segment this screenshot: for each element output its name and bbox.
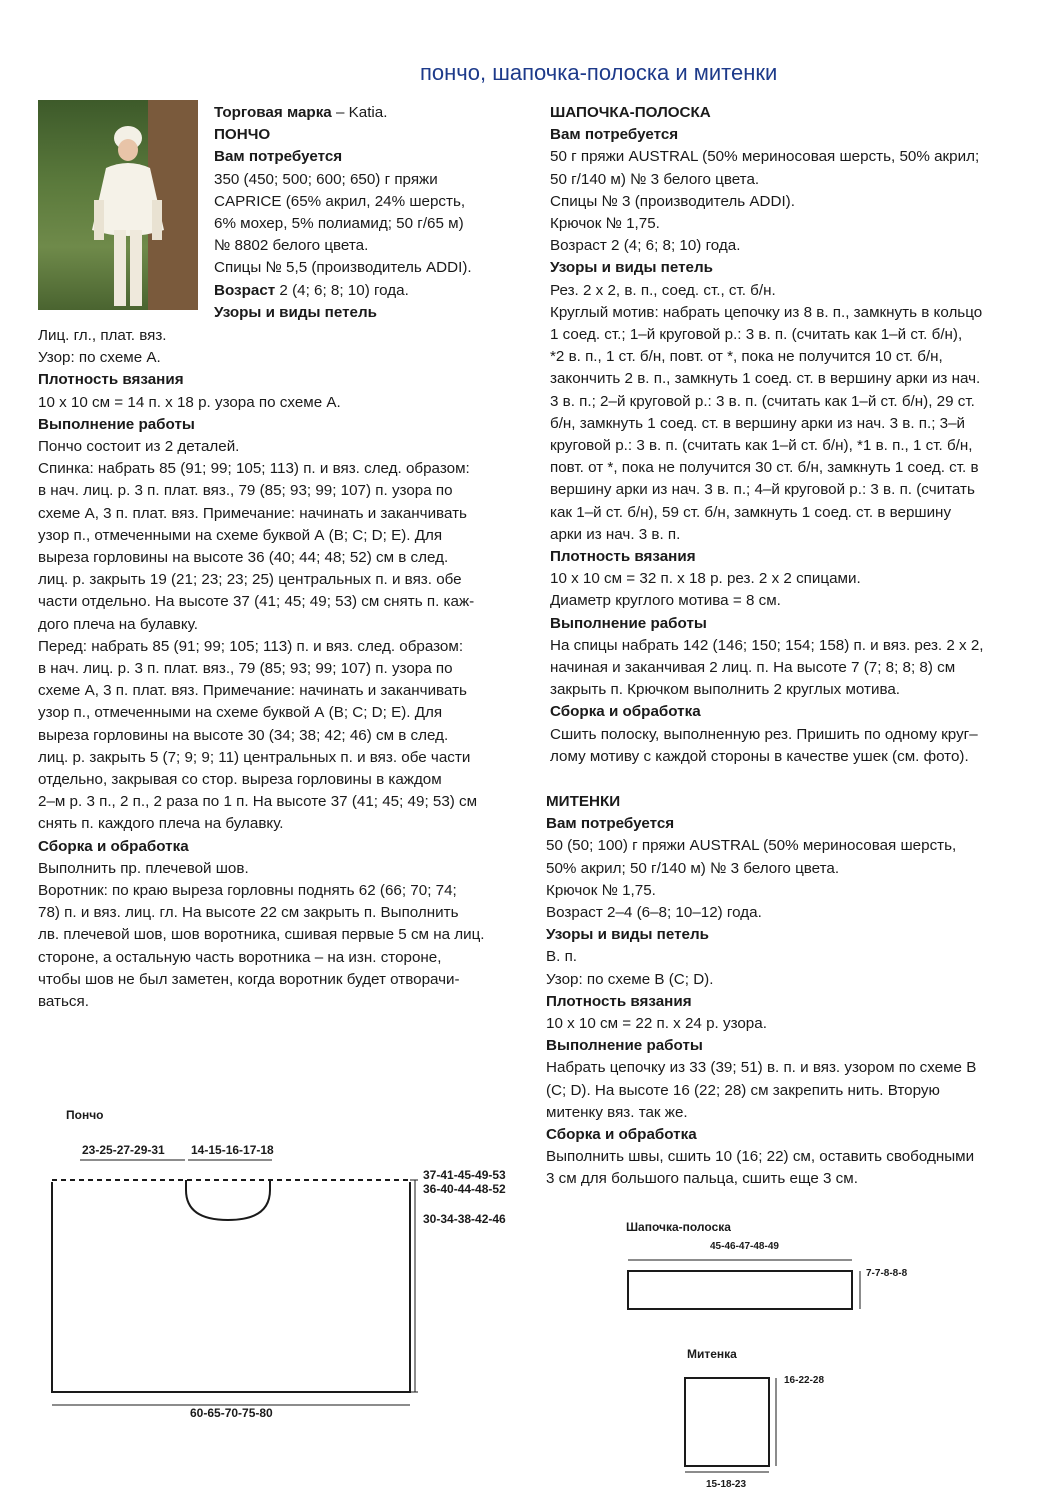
poncho-work-line: узор п., отмеченными на схеме буквой А (В; С; D; Е). Для: [38, 526, 443, 544]
mitten-outline: [685, 1378, 769, 1466]
brand-value: – Katia.: [331, 104, 388, 121]
poncho-need-line: № 8802 белого цвета.: [214, 237, 369, 255]
hat-diagram-label: Шапочка-полоска: [626, 1220, 731, 1234]
mitten-width-dim: 15-18-23: [706, 1479, 747, 1490]
poncho-diagram-label: Пончо: [66, 1108, 104, 1122]
hat-outline: [628, 1271, 852, 1309]
hat-pattern-line: повт. от *, пока не получится 30 ст. б/н, замкнуть 1 соед. ст. в: [550, 459, 979, 477]
poncho-work-line: в нач. лиц. р. 3 п. плат. вяз., 79 (85; 93; 99; 107) п. узора по: [38, 660, 453, 678]
poncho-work-line: лиц. р. закрыть 19 (21; 23; 23; 25) центральных п. и вяз. обе: [38, 571, 462, 589]
mittens-work-line: Набрать цепочку из 33 (39; 51) в. п. и вяз. узором по схеме В: [546, 1059, 977, 1077]
poncho-work-line: снять п. каждого плеча на булавку.: [38, 815, 284, 833]
brand-line: [214, 102, 472, 124]
hat-pattern-line: как 1–й ст. б/н), 59 ст. б/н, замкнуть 1 соед. ст. в вершину: [550, 503, 952, 521]
hat-pattern-line: арки из нач. 3 в. п.: [550, 525, 681, 543]
poncho-patterns-heading: Узоры и виды петель: [214, 303, 377, 321]
poncho-assembly-line: 78) п. и вяз. лиц. гл. На высоте 22 см закрыть п. Выполнить: [38, 904, 459, 922]
poncho-work-line: выреза горловины на высоте 30 (34; 38; 42; 46) см в след.: [38, 726, 449, 744]
poncho-work-line: схеме А, 3 п. плат. вяз. Примечание: начинать и заканчивать: [38, 682, 467, 700]
mittens-need-line: Крючок № 1,75.: [546, 881, 656, 899]
hat-width-dim: 45-46-47-48-49: [710, 1241, 779, 1252]
poncho-work-line: лиц. р. закрыть 5 (7; 9; 9; 11) центральных п. и вяз. обе части: [38, 748, 471, 766]
brand-label: Торговая марка: [214, 104, 332, 121]
poncho-work-line: в нач. лиц. р. 3 п. плат. вяз., 79 (85; 93; 99; 107) п. узора по: [38, 482, 453, 500]
poncho-neck-dim: 14-15-16-17-18: [191, 1143, 274, 1157]
hat-work-line: начиная и заканчивая 2 лиц. п. На высоте 7 (7; 8; 8; 8) см: [550, 659, 956, 677]
poncho-work-line: Спинка: набрать 85 (91; 99; 105; 113) п. и вяз. след. образом:: [38, 460, 470, 478]
poncho-width-dim: 60-65-70-75-80: [190, 1406, 273, 1420]
hat-patterns-heading: Узоры и виды петель: [550, 259, 713, 277]
poncho-age-value: 2 (4; 6; 8; 10) года.: [275, 281, 409, 299]
hat-pattern-line: *2 в. п., 1 ст. б/н, повт. от *, пока не получится 10 ст. б/н,: [550, 348, 943, 366]
poncho-need-line: 350 (450; 500; 600; 650) г пряжи: [214, 170, 438, 188]
poncho-work-line: узор п., отмеченными на схеме буквой А (В; С; D; Е). Для: [38, 704, 443, 722]
hat-pattern-line: 3 в. п.; 2–й круговой р.: 3 в. п. (считать как 1–й ст. б/н), 29 ст.: [550, 392, 975, 410]
mittens-gauge-line: 10 х 10 см = 22 п. х 24 р. узора.: [546, 1015, 767, 1033]
mittens-work-line: (С; D). На высоте 16 (22; 28) см закрепить нить. Вторую: [546, 1081, 940, 1099]
hat-need-line: 50 г/140 м) № 3 белого цвета.: [550, 170, 760, 188]
mittens-need-line: 50% акрил; 50 г/140 м) № 3 белого цвета.: [546, 859, 840, 877]
poncho-need-line: CAPRICE (65% акрил, 24% шерсть,: [214, 192, 466, 210]
poncho-assembly-line: Воротник: по краю выреза горловны поднять 62 (66; 70; 74;: [38, 882, 457, 900]
poncho-work-line: Пончо состоит из 2 деталей.: [38, 438, 240, 456]
poncho-work-heading: Выполнение работы: [38, 415, 195, 433]
hat-pattern-line: Рез. 2 х 2, в. п., соед. ст., ст. б/н.: [550, 281, 776, 299]
mittens-pattern-line: В. п.: [546, 948, 578, 966]
poncho-work-line: дого плеча на булавку.: [38, 615, 198, 633]
poncho-assembly-line: чтобы шов не был заметен, когда воротник будет отворачи-: [38, 970, 460, 988]
poncho-work-line: схеме А, 3 п. плат. вяз. Примечание: начинать и заканчивать: [38, 504, 467, 522]
poncho-neck-height-dim: 30-34-38-42-46: [423, 1212, 506, 1226]
mittens-work-line: митенку вяз. так же.: [546, 1103, 688, 1121]
hat-gauge-heading: Плотность вязания: [550, 548, 696, 566]
hat-work-heading: Выполнение работы: [550, 614, 707, 632]
hat-assembly-heading: Сборка и обработка: [550, 703, 701, 721]
poncho-height-dim-2: 36-40-44-48-52: [423, 1182, 506, 1196]
hat-need-line: Спицы № 3 (производитель ADDI).: [550, 192, 795, 210]
mittens-pattern-line: Узор: по схеме В (С; D).: [546, 970, 714, 988]
poncho-height-dim-1: 37-41-45-49-53: [423, 1168, 506, 1182]
mittens-need-line: Возраст 2–4 (6–8; 10–12) года.: [546, 904, 762, 922]
hat-need-heading: Вам потребуется: [550, 126, 679, 144]
poncho-outline: [52, 1182, 410, 1392]
poncho-work-line: части отдельно. На высоте 37 (41; 45; 49; 53) см снять п. каж-: [38, 593, 475, 611]
poncho-assembly-line: лв. плечевой шов, шов воротника, сшивая первые 5 см на лиц.: [38, 926, 485, 944]
hat-gauge-line: 10 х 10 см = 32 п. х 18 р. рез. 2 х 2 спицами.: [550, 570, 861, 588]
page-title: пончо, шапочка-полоска и митенки: [420, 60, 778, 85]
poncho-gauge-line: 10 х 10 см = 14 п. х 18 р. узора по схеме А.: [38, 393, 341, 411]
poncho-work-line: Перед: набрать 85 (91; 99; 105; 113) п. и вяз. след. образом:: [38, 637, 464, 655]
hat-pattern-line: Круглый мотив: набрать цепочку из 8 в. п., замкнуть в кольцо: [550, 303, 983, 321]
poncho-need-line: Спицы № 5,5 (производитель ADDI).: [214, 259, 472, 277]
poncho-work-line: выреза горловины на высоте 36 (40; 44; 48; 52) см в след.: [38, 549, 449, 567]
mittens-assembly-line: Выполнить швы, сшить 10 (16; 22) см, оставить свободными: [546, 1148, 975, 1166]
mittens-need-heading: Вам потребуется: [546, 815, 675, 833]
mittens-work-heading: Выполнение работы: [546, 1037, 703, 1055]
poncho-work-line: отдельно, закрывая со стор. выреза горловины в каждом: [38, 771, 442, 789]
hat-pattern-line: б/н, замкнуть 1 соед. ст. в вершину арки из нач. 3 в. п.; 3–й: [550, 414, 966, 432]
mitten-height-dim: 16-22-28: [784, 1375, 825, 1386]
poncho-work-line: 2–м р. 3 п., 2 п., 2 раза по 1 п. На высоте 37 (41; 45; 49; 53) см: [38, 793, 478, 811]
poncho-intro: [214, 102, 472, 324]
poncho-assembly-heading: Сборка и обработка: [38, 837, 189, 855]
poncho-heading: ПОНЧО: [214, 126, 271, 144]
mittens-patterns-heading: Узоры и виды петель: [546, 926, 709, 944]
poncho-body: [38, 325, 485, 1013]
hat-section: [550, 102, 984, 768]
hat-pattern-line: круговой р.: 3 в. п. (считать как 1–й ст. б/н), *1 в. п., 1 ст. б/н,: [550, 437, 973, 455]
mittens-section: [546, 791, 976, 1191]
hat-need-line: Крючок № 1,75.: [550, 215, 660, 233]
hat-gauge-line: Диаметр круглого мотива = 8 см.: [550, 592, 781, 610]
mitten-diagram-label: Митенка: [687, 1347, 737, 1361]
mittens-need-line: 50 (50; 100) г пряжи AUSTRAL (50% мериносовая шерсть,: [546, 837, 957, 855]
poncho-age-line: [214, 280, 472, 302]
poncho-pattern-line: Узор: по схеме А.: [38, 349, 161, 367]
hat-pattern-line: вершину арки из нач. 3 в. п.; 4–й круговой р.: 3 в. п. (считать: [550, 481, 975, 499]
poncho-assembly-line: стороне, а остальную часть воротника – на изн. стороне,: [38, 948, 442, 966]
poncho-age-label: Возраст: [214, 281, 276, 299]
hat-pattern-line: закончить 2 в. п., замкнуть 1 соед. ст. в вершину арки из нач.: [550, 370, 981, 388]
hat-heading: ШАПОЧКА-ПОЛОСКА: [550, 104, 711, 121]
hat-work-line: закрыть п. Крючком выполнить 2 круглых мотива.: [550, 681, 901, 699]
poncho-need-heading: Вам потребуется: [214, 148, 343, 166]
mittens-assembly-line: 3 см для большого пальца, сшить еще 3 см.: [546, 1170, 858, 1188]
poncho-gauge-heading: Плотность вязания: [38, 371, 184, 389]
mittens-gauge-heading: Плотность вязания: [546, 992, 692, 1010]
poncho-shoulder-dim: 23-25-27-29-31: [82, 1143, 165, 1157]
poncho-photo: [38, 100, 198, 310]
poncho-assembly-line: ваться.: [38, 993, 89, 1011]
poncho-pattern-line: Лиц. гл., плат. вяз.: [38, 327, 167, 344]
hat-pattern-line: 1 соед. ст.; 1–й круговой р.: 3 в. п. (считать как 1–й ст. б/н),: [550, 326, 963, 344]
hat-assembly-line: лому мотиву с каждой стороны в качестве ушек (см. фото).: [550, 747, 969, 765]
mittens-assembly-heading: Сборка и обработка: [546, 1126, 697, 1144]
poncho-assembly-line: Выполнить пр. плечевой шов.: [38, 859, 249, 877]
hat-need-line: Возраст 2 (4; 6; 8; 10) года.: [550, 237, 741, 255]
hat-height-dim: 7-7-8-8-8: [866, 1268, 908, 1279]
mittens-heading: МИТЕНКИ: [546, 793, 621, 810]
hat-work-line: На спицы набрать 142 (146; 150; 154; 158) п. и вяз. рез. 2 х 2,: [550, 636, 984, 654]
hat-need-line: 50 г пряжи AUSTRAL (50% мериносовая шерсть, 50% акрил;: [550, 148, 980, 166]
child-figure-icon: [88, 120, 168, 310]
hat-assembly-line: Сшить полоску, выполненную рез. Пришить по одному круг–: [550, 725, 978, 743]
poncho-neckline: [186, 1180, 270, 1220]
poncho-need-line: 6% мохер, 5% полиамид; 50 г/65 м): [214, 215, 464, 233]
